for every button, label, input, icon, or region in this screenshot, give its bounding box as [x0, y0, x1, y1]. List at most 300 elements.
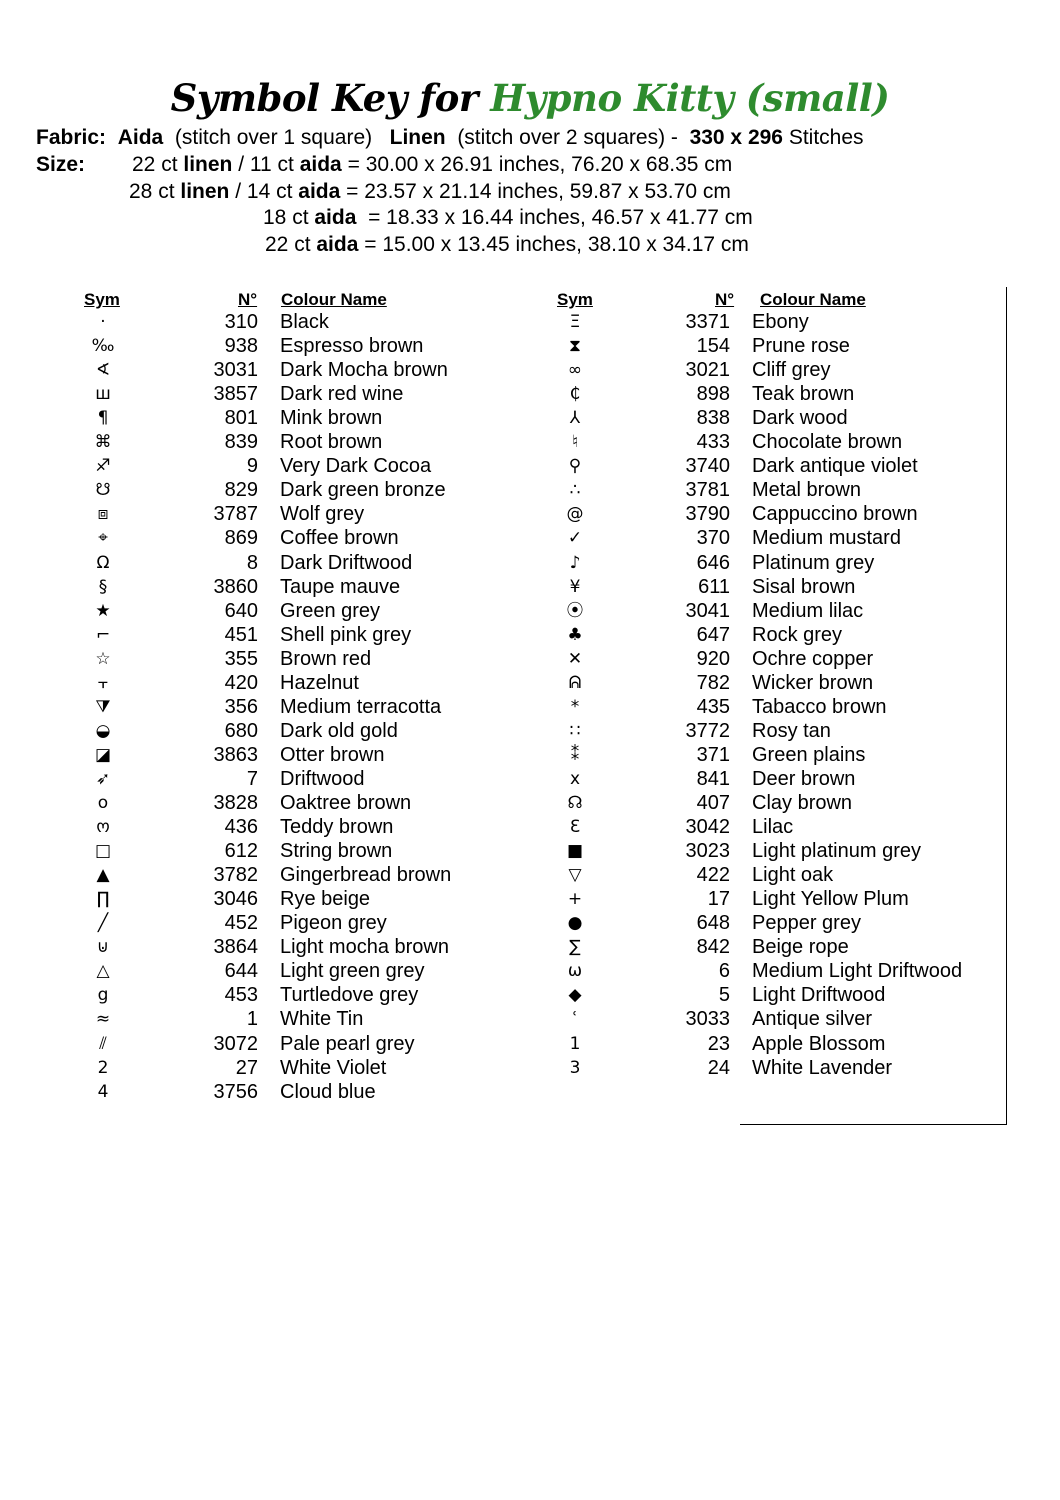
table-row	[555, 719, 1025, 743]
dmc-number: 5	[718, 984, 730, 1007]
symbol: ₵	[569, 384, 581, 405]
dmc-number: 436	[224, 816, 258, 839]
symbol: ⫟	[97, 672, 109, 693]
symbol: ¶	[97, 408, 109, 429]
symbol: ♪	[569, 552, 581, 573]
dmc-number: 3021	[685, 359, 730, 382]
colour-name: Chocolate brown	[752, 431, 903, 454]
symbol: ◒	[95, 720, 111, 741]
table-row	[83, 310, 553, 334]
dmc-number: 3781	[685, 479, 730, 502]
colour-name: Dark Driftwood	[280, 551, 413, 574]
symbol: ✓	[567, 528, 583, 549]
table-row	[555, 743, 1025, 767]
symbol: 3	[569, 1057, 581, 1078]
symbol: ●	[567, 913, 583, 934]
dmc-number: 3782	[213, 864, 258, 887]
colour-name: Beige rope	[752, 936, 849, 959]
colour-name: Dark old gold	[280, 719, 398, 742]
table-row	[83, 623, 553, 647]
colour-name: Light Yellow Plum	[752, 888, 909, 911]
dmc-number: 7	[246, 767, 258, 790]
table-row	[83, 887, 553, 911]
colour-name: Shell pink grey	[280, 623, 412, 646]
table-row	[83, 719, 553, 743]
table-row	[83, 478, 553, 502]
symbol: ∑	[569, 937, 581, 958]
table-row	[555, 911, 1025, 935]
colour-name: Dark green bronze	[280, 479, 446, 502]
dmc-number: 3857	[213, 383, 258, 406]
symbol: ➶	[95, 768, 111, 789]
table-row	[83, 599, 553, 623]
table-row	[83, 959, 553, 983]
dmc-number: 3863	[213, 743, 258, 766]
colour-name: Ochre copper	[752, 647, 874, 670]
right-border-line	[1006, 287, 1007, 1125]
symbol: ·	[100, 312, 106, 332]
colour-name: Turtledove grey	[280, 984, 419, 1007]
table-row	[555, 478, 1025, 502]
size-dims: = 15.00 x 13.45 inches, 38.10 x 34.17 cm	[364, 233, 749, 256]
colour-name: Pale pearl grey	[280, 1032, 415, 1055]
table-row	[83, 695, 553, 719]
colour-name: Metal brown	[752, 479, 861, 502]
colour-name: Medium Light Driftwood	[752, 960, 963, 983]
table-row	[555, 959, 1025, 983]
symbol: ⊍	[96, 937, 110, 958]
table-row	[555, 983, 1025, 1007]
table-row	[83, 983, 553, 1007]
dmc-number: 869	[224, 527, 258, 550]
colour-name: Hazelnut	[280, 671, 359, 694]
dmc-number: 154	[696, 335, 730, 358]
colour-name: Clay brown	[752, 792, 853, 814]
symbol: ♐	[95, 456, 111, 477]
dmc-number: 407	[696, 792, 730, 814]
dmc-number: 640	[224, 599, 258, 622]
header-num-left: N°	[238, 290, 258, 309]
pattern-name: Hypno Kitty (small)	[490, 76, 890, 120]
colour-name: Medium lilac	[752, 599, 864, 622]
table-row	[555, 358, 1025, 382]
size-fabric: aida	[316, 233, 359, 256]
dmc-number: 420	[224, 671, 258, 694]
dmc-number: 435	[696, 695, 730, 718]
colour-name: Rye beige	[280, 888, 371, 911]
symbol: ∞	[567, 360, 583, 381]
table-row	[555, 791, 1025, 815]
dmc-number: 6	[718, 960, 730, 983]
size-count: 28 ct	[129, 180, 175, 203]
dmc-number: 452	[224, 912, 258, 935]
table-row	[83, 575, 553, 599]
size-dims: = 23.57 x 21.14 inches, 59.87 x 53.70 cm	[346, 180, 731, 203]
table-row	[83, 647, 553, 671]
symbol: ⌖	[98, 528, 108, 549]
dmc-number: 23	[707, 1032, 730, 1055]
dmc-number: 24	[707, 1056, 730, 1079]
symbol: ⅄	[569, 408, 581, 429]
symbol: 1	[569, 1033, 581, 1054]
table-row	[83, 791, 553, 815]
fabric-aida-note: (stitch over 1 square)	[174, 126, 373, 149]
colour-name: Medium mustard	[752, 527, 901, 550]
table-row	[555, 863, 1025, 887]
colour-name: Green plains	[752, 743, 866, 766]
table-row	[83, 935, 553, 959]
symbol: ⧈	[97, 504, 109, 525]
symbol: o	[97, 793, 109, 813]
dmc-number: 838	[696, 407, 730, 430]
colour-name: Espresso brown	[280, 335, 424, 358]
colour-name: White Lavender	[752, 1056, 893, 1079]
dmc-number: 3860	[213, 575, 258, 598]
fabric-aida: Aida	[117, 126, 164, 149]
symbol: Ɛ	[569, 817, 581, 838]
dmc-number: 3031	[213, 359, 258, 382]
page-title	[0, 76, 1060, 120]
dmc-number: 3828	[213, 792, 258, 814]
colour-name: Cloud blue	[280, 1080, 376, 1103]
colour-name: Cliff grey	[752, 359, 831, 382]
colour-name: Dark wood	[752, 407, 848, 430]
dmc-number: 27	[235, 1056, 258, 1079]
colour-name: Very Dark Cocoa	[280, 455, 432, 478]
dmc-number: 611	[698, 575, 730, 598]
table-row	[555, 1056, 1025, 1080]
dmc-number: 938	[224, 335, 258, 358]
symbol: ◆	[568, 985, 582, 1006]
dmc-number: 3371	[685, 311, 730, 333]
symbol: □	[94, 841, 112, 862]
table-row	[555, 526, 1025, 550]
dmc-number: 3772	[685, 719, 730, 742]
bottom-border-line	[740, 1124, 1007, 1125]
table-row	[555, 695, 1025, 719]
table-row	[555, 382, 1025, 406]
colour-name: Taupe mauve	[280, 575, 401, 598]
symbol: ‰	[91, 336, 115, 357]
dmc-number: 451	[224, 623, 258, 646]
colour-name: Light mocha brown	[280, 936, 449, 959]
colour-name: Driftwood	[280, 767, 365, 790]
symbol: Ω	[96, 552, 110, 573]
table-row	[83, 382, 553, 406]
symbol: ★	[95, 600, 111, 621]
dmc-number: 898	[696, 383, 730, 406]
symbol: ⌐	[95, 624, 111, 645]
size-count: 22 ct	[265, 233, 311, 256]
colour-name: Dark antique violet	[752, 455, 918, 478]
colour-name: Wolf grey	[280, 503, 365, 526]
fabric-linen-note: (stitch over 2 squares) -	[457, 126, 678, 149]
header-num-right: N°	[715, 290, 735, 309]
symbol: ⁑	[570, 744, 580, 765]
colour-name: Apple Blossom	[752, 1032, 886, 1055]
colour-name: Teak brown	[752, 383, 855, 406]
dmc-number: 841	[696, 767, 730, 790]
colour-name: Tabacco brown	[752, 695, 887, 718]
dmc-number: 371	[696, 743, 730, 766]
stitch-count: 330 x 296	[689, 126, 783, 149]
colour-name: Dark Mocha brown	[280, 359, 448, 382]
colour-name: Light platinum grey	[752, 840, 921, 863]
dmc-number: 17	[707, 888, 730, 911]
symbol: ■	[566, 841, 584, 862]
colour-name: Pepper grey	[752, 912, 861, 935]
symbol: ♣	[567, 624, 583, 645]
table-row	[555, 599, 1025, 623]
colour-name: Green grey	[280, 599, 381, 622]
table-row	[83, 1007, 553, 1031]
dmc-number: 3046	[213, 888, 258, 911]
table-row	[555, 623, 1025, 647]
colour-name: Antique silver	[752, 1008, 873, 1031]
dmc-number: 782	[696, 671, 730, 694]
size-line-1	[132, 153, 732, 177]
dmc-number: 370	[696, 527, 730, 550]
symbol: ¥	[569, 576, 581, 597]
stitch-suffix: Stitches	[788, 126, 864, 149]
size-line-2	[129, 180, 731, 204]
table-row	[83, 406, 553, 430]
symbol: ◪	[94, 744, 112, 765]
symbol: ⦿	[566, 600, 584, 621]
dmc-number: 920	[696, 647, 730, 670]
header-sym-left: Sym	[84, 290, 120, 309]
dmc-number: 3041	[685, 599, 730, 622]
dmc-number: 3790	[685, 503, 730, 526]
table-row	[555, 1032, 1025, 1056]
symbol: ⫽	[99, 1033, 107, 1054]
symbol: ☊	[567, 793, 583, 813]
dmc-number: 422	[696, 864, 730, 887]
table-row	[83, 911, 553, 935]
symbol: ʿ	[572, 1009, 578, 1030]
size-line-3	[263, 206, 753, 230]
table-row	[555, 430, 1025, 454]
title-prefix: Symbol Key for	[170, 76, 478, 120]
symbol: ∷	[569, 720, 581, 741]
colour-name: Lilac	[752, 816, 794, 839]
symbol: x	[569, 768, 581, 789]
table-row	[555, 502, 1025, 526]
size-sep: / 14 ct	[235, 180, 293, 203]
table-row	[83, 1080, 553, 1104]
colour-name: String brown	[280, 840, 393, 863]
colour-name: Wicker brown	[752, 671, 874, 694]
table-row	[555, 935, 1025, 959]
dmc-number: 3864	[213, 936, 258, 959]
colour-name: Root brown	[280, 431, 383, 454]
symbol: @	[566, 504, 584, 525]
size-line-4	[265, 233, 749, 257]
table-row	[83, 839, 553, 863]
table-row	[555, 575, 1025, 599]
colour-name: Otter brown	[280, 743, 385, 766]
fabric-label: Fabric:	[36, 126, 107, 149]
dmc-number: 3023	[685, 840, 730, 863]
symbol: ∴	[569, 480, 581, 501]
colour-name: Pigeon grey	[280, 912, 387, 935]
table-row	[83, 502, 553, 526]
colour-name: Ebony	[752, 311, 809, 333]
dmc-number: 310	[224, 311, 258, 333]
size-fabric: linen	[180, 180, 230, 203]
size-dims: = 30.00 x 26.91 inches, 76.20 x 68.35 cm	[347, 153, 733, 176]
fabric-linen: Linen	[389, 126, 446, 149]
dmc-number: 8	[246, 551, 258, 574]
table-row	[555, 815, 1025, 839]
size-fabric: aida	[298, 180, 341, 203]
symbol: ▲	[96, 865, 110, 886]
symbol: ☋	[95, 480, 111, 501]
dmc-number: 647	[696, 623, 730, 646]
colour-name: Rock grey	[752, 623, 843, 646]
symbol: ⧗	[569, 336, 581, 357]
symbol: *	[570, 696, 580, 717]
size-label-line	[36, 153, 85, 177]
table-row	[83, 430, 553, 454]
dmc-number: 1	[246, 1008, 258, 1031]
dmc-number: 612	[224, 840, 258, 863]
symbol: ш	[95, 384, 111, 405]
symbol: ∢	[95, 360, 111, 381]
dmc-number: 433	[696, 431, 730, 454]
table-row	[555, 1007, 1025, 1031]
colour-name: Teddy brown	[280, 816, 394, 839]
colour-name: Brown red	[280, 647, 372, 670]
size-fabric: linen	[183, 153, 233, 176]
table-row	[83, 767, 553, 791]
table-row	[83, 334, 553, 358]
symbol: 4	[97, 1081, 109, 1102]
size-label: Size:	[36, 153, 86, 176]
colour-name: White Violet	[280, 1056, 387, 1079]
header-sym-right: Sym	[557, 290, 593, 309]
table-row	[83, 863, 553, 887]
dmc-number: 453	[224, 984, 258, 1007]
dmc-number: 829	[224, 479, 258, 502]
dmc-number: 646	[696, 551, 730, 574]
table-row	[555, 647, 1025, 671]
symbol: ო	[96, 817, 110, 838]
symbol: ☆	[95, 648, 111, 669]
colour-name: White Tin	[280, 1008, 364, 1031]
dmc-number: 3787	[213, 503, 258, 526]
colour-name: Light green grey	[280, 960, 425, 983]
table-row	[83, 1056, 553, 1080]
size-fabric: aida	[299, 153, 342, 176]
size-sep: / 11 ct	[238, 153, 294, 176]
dmc-number: 3033	[685, 1008, 730, 1031]
symbol: 2	[97, 1057, 109, 1078]
symbol: §	[98, 576, 108, 597]
symbol: ᕱ	[568, 672, 582, 693]
dmc-number: 3042	[685, 816, 730, 839]
colour-name: Rosy tan	[752, 719, 831, 742]
dmc-number: 356	[224, 695, 258, 718]
symbol: ♮	[571, 432, 579, 453]
dmc-number: 3072	[213, 1032, 258, 1055]
symbol: +	[567, 889, 583, 910]
size-fabric: aida	[314, 206, 357, 229]
colour-name: Mink brown	[280, 407, 383, 430]
colour-name: Platinum grey	[752, 551, 875, 574]
table-row	[555, 839, 1025, 863]
dmc-number: 3740	[685, 455, 730, 478]
colour-name: Black	[280, 311, 329, 333]
size-dims: = 18.33 x 16.44 inches, 46.57 x 41.77 cm	[362, 206, 753, 229]
table-row	[83, 1032, 553, 1056]
symbol: ▽	[568, 865, 582, 886]
colour-name: Oaktree brown	[280, 792, 412, 814]
dmc-number: 355	[224, 647, 258, 670]
symbol: g	[97, 985, 109, 1006]
colour-name: Light oak	[752, 864, 834, 887]
header-name-left: Colour Name	[281, 290, 387, 309]
dmc-number: 3756	[213, 1080, 258, 1103]
symbol: ✕	[567, 648, 583, 669]
table-row	[555, 454, 1025, 478]
dmc-number: 801	[224, 407, 258, 430]
symbol: ⚲	[568, 456, 582, 477]
table-row	[83, 526, 553, 550]
table-row	[83, 815, 553, 839]
table-row	[555, 671, 1025, 695]
table-row	[83, 743, 553, 767]
table-row	[83, 358, 553, 382]
symbol: Ξ	[569, 312, 581, 332]
colour-name: Light Driftwood	[752, 984, 886, 1007]
colour-name: Cappuccino brown	[752, 503, 918, 526]
size-count: 18 ct	[263, 206, 309, 229]
colour-name: Sisal brown	[752, 575, 856, 598]
dmc-number: 644	[224, 960, 258, 983]
colour-name: Medium terracotta	[280, 695, 442, 718]
header-name-right: Colour Name	[760, 290, 866, 309]
symbol: ≈	[95, 1009, 111, 1030]
colour-name: Deer brown	[752, 767, 856, 790]
symbol: ╱	[97, 913, 109, 934]
fabric-line	[36, 126, 864, 150]
symbol: ω	[567, 961, 583, 982]
dmc-number: 839	[224, 431, 258, 454]
symbol: ⌘	[94, 432, 112, 453]
dmc-number: 9	[246, 455, 258, 478]
symbol: △	[96, 961, 110, 982]
table-row	[555, 887, 1025, 911]
dmc-number: 680	[224, 719, 258, 742]
colour-name: Coffee brown	[280, 527, 399, 550]
table-row	[83, 671, 553, 695]
size-count: 22 ct	[132, 153, 178, 176]
dmc-number: 842	[696, 936, 730, 959]
symbol: ∏	[96, 889, 110, 910]
table-row	[83, 454, 553, 478]
symbol: ⧩	[95, 696, 111, 717]
table-row	[555, 406, 1025, 430]
table-row	[555, 310, 1025, 334]
colour-name: Dark red wine	[280, 383, 404, 406]
table-row	[555, 767, 1025, 791]
dmc-number: 648	[696, 912, 730, 935]
colour-name: Prune rose	[752, 335, 850, 358]
table-row	[83, 551, 553, 575]
table-row	[555, 551, 1025, 575]
table-row	[555, 334, 1025, 358]
